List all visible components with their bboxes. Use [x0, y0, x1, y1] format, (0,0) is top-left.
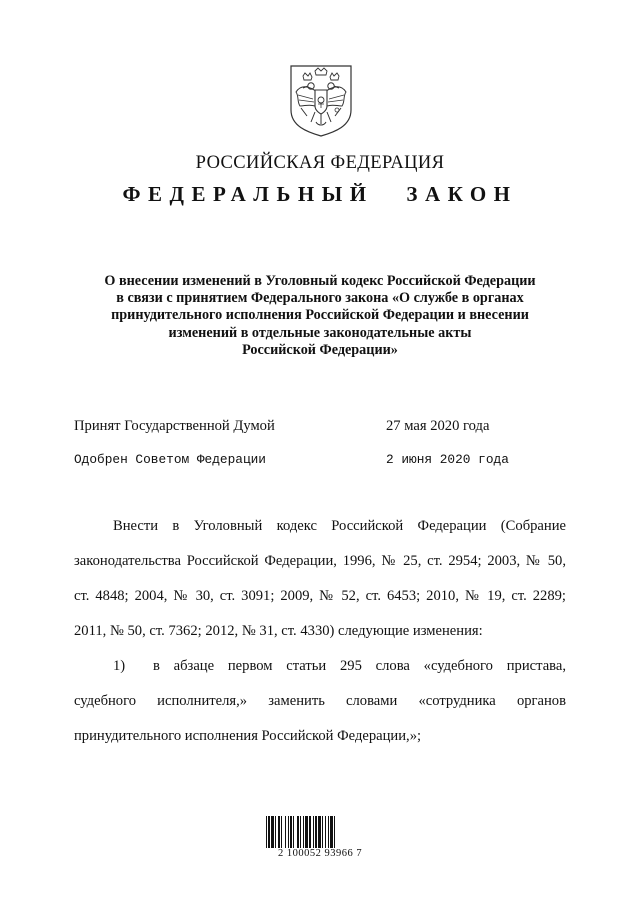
- law-title-line: в связи с принятием Федерального закона «О службе в органах: [116, 290, 524, 307]
- body-text-line: ст. 4848; 2004, № 30, ст. 3091; 2009, № 52, ст. 6453; 2010, № 19, ст. 2289;: [74, 588, 566, 604]
- body-text-line: принудительного исполнения Российской Федерации,»;: [74, 728, 422, 744]
- russian-coat-of-arms-icon: [287, 62, 355, 138]
- document-type: ФЕДЕРАЛЬНЫЙ ЗАКОН: [122, 182, 518, 206]
- law-title-line: принудительного исполнения Российской Федерации и внесении: [111, 307, 529, 324]
- approved-by-council-label: Одобрен Советом Федерации: [74, 452, 266, 467]
- law-title: [70, 273, 570, 359]
- adopted-by-duma-label: Принят Государственной Думой: [74, 418, 275, 434]
- law-title-line: изменений в отдельные законодательные акты: [168, 324, 472, 341]
- body-text-line: 2011, № 50, ст. 7362; 2012, № 31, ст. 4330) следующие изменения:: [74, 623, 483, 639]
- body-text-line: судебного исполнителя,» заменить словами «сотрудника органов: [74, 693, 566, 709]
- country-name: РОССИЙСКАЯ ФЕДЕРАЦИЯ: [195, 153, 445, 173]
- barcode-icon: [265, 816, 371, 848]
- body-text-line: законодательства Российской Федерации, 1996, № 25, ст. 2954; 2003, № 50,: [74, 553, 566, 569]
- item-number: 1): [113, 658, 126, 674]
- approved-date: 2 июня 2020 года: [386, 452, 509, 467]
- barcode-number: 2 100052 93966 7: [277, 848, 363, 859]
- law-title-line: Российской Федерации»: [242, 341, 398, 358]
- body-text-line: Внести в Уголовный кодекс Российской Федерации (Собрание: [113, 518, 566, 534]
- adopted-date: 27 мая 2020 года: [386, 418, 490, 434]
- law-title-line: О внесении изменений в Уголовный кодекс Российской Федерации: [104, 273, 536, 289]
- body-text-line: в абзаце первом статьи 295 слова «судебного пристава,: [153, 658, 566, 674]
